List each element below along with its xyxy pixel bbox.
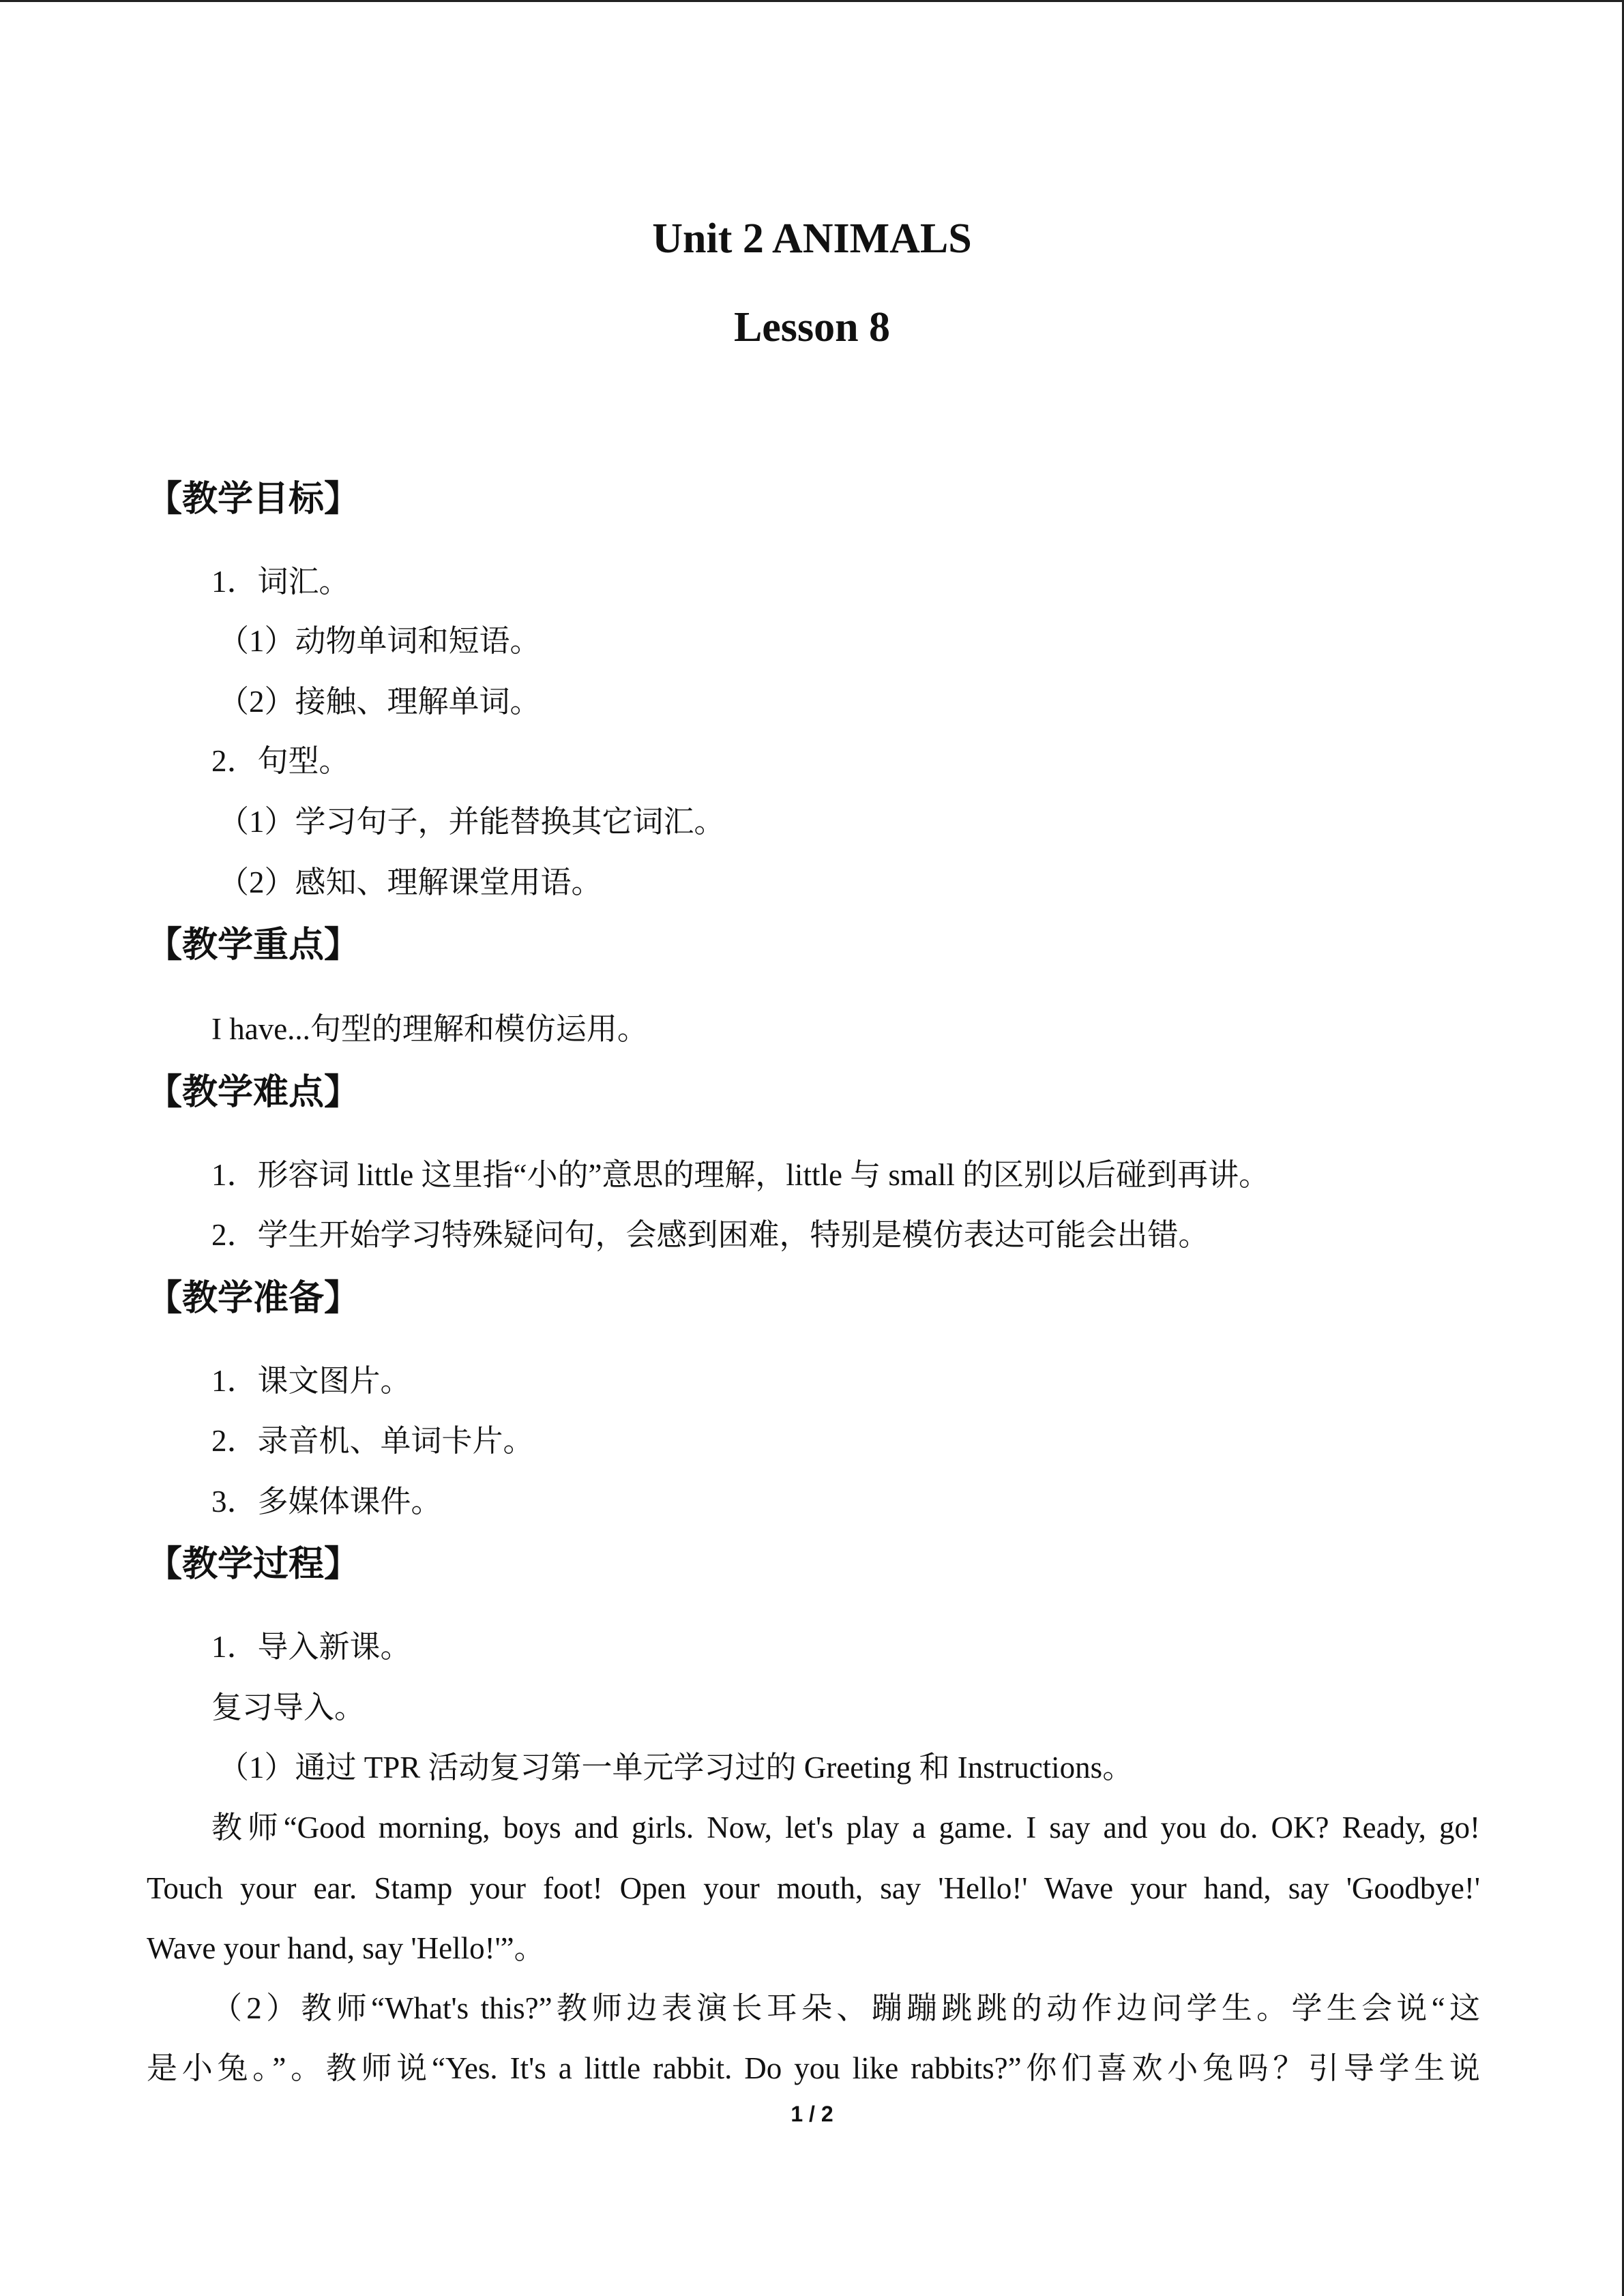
objectives-line: 1．词汇。: [211, 565, 350, 599]
process-line: （1）通过 TPR 活动复习第一单元学习过的 Greeting 和 Instructions。: [218, 1750, 1134, 1785]
process-line: 是小兔。”。教师说“Yes. It's a little rabbit. Do you like rabbits?”你们喜欢小兔吗？引导学生说: [147, 2051, 1480, 2085]
objectives-line: 2．句型。: [211, 744, 350, 778]
objectives-line: （2）感知、理解课堂用语。: [218, 865, 602, 899]
process-line: Touch your ear. Stamp your foot! Open your mouth, say 'Hello!' Wave your hand, say 'Goodbye!': [147, 1871, 1480, 1905]
key-points-line: I have...句型的理解和模仿运用。: [211, 1012, 648, 1046]
preparation-line: 2．录音机、单词卡片。: [211, 1424, 534, 1458]
section-heading-preparation: 【教学准备】: [147, 1278, 360, 1319]
section-heading-key-points: 【教学重点】: [147, 925, 360, 966]
document-title: Unit 2 ANIMALS: [652, 215, 972, 262]
page-border-top: [0, 0, 1624, 2]
section-heading-difficulties: 【教学难点】: [147, 1072, 360, 1113]
section-heading-process: 【教学过程】: [147, 1544, 360, 1585]
process-line: Wave your hand, say 'Hello!'”。: [147, 1931, 545, 1965]
lesson-title: Lesson 8: [733, 304, 891, 351]
difficulties-line: 1．形容词 little 这里指“小的”意思的理解，little 与 small 的区别以后碰到再讲。: [211, 1158, 1270, 1192]
preparation-line: 3．多媒体课件。: [211, 1485, 442, 1519]
section-heading-objectives: 【教学目标】: [147, 479, 360, 520]
objectives-line: （2）接触、理解单词。: [218, 685, 541, 719]
process-line: （2）教师“What's this?”教师边表演长耳朵、蹦蹦跳跳的动作边问学生。学生会说“这: [211, 1991, 1480, 2025]
process-line: 1．导入新课。: [211, 1630, 411, 1664]
objectives-line: （1）动物单词和短语。: [218, 624, 541, 658]
objectives-line: （1）学习句子，并能替换其它词汇。: [218, 805, 725, 839]
process-line: 教师“Good morning, boys and girls. Now, let's play a game. I say and you do. OK? Ready, go!: [211, 1810, 1480, 1845]
process-line: 复习导入。: [211, 1690, 366, 1725]
difficulties-line: 2．学生开始学习特殊疑问句，会感到困难，特别是模仿表达可能会出错。: [211, 1218, 1209, 1252]
preparation-line: 1．课文图片。: [211, 1364, 411, 1398]
page-number: 1 / 2: [791, 2102, 833, 2126]
